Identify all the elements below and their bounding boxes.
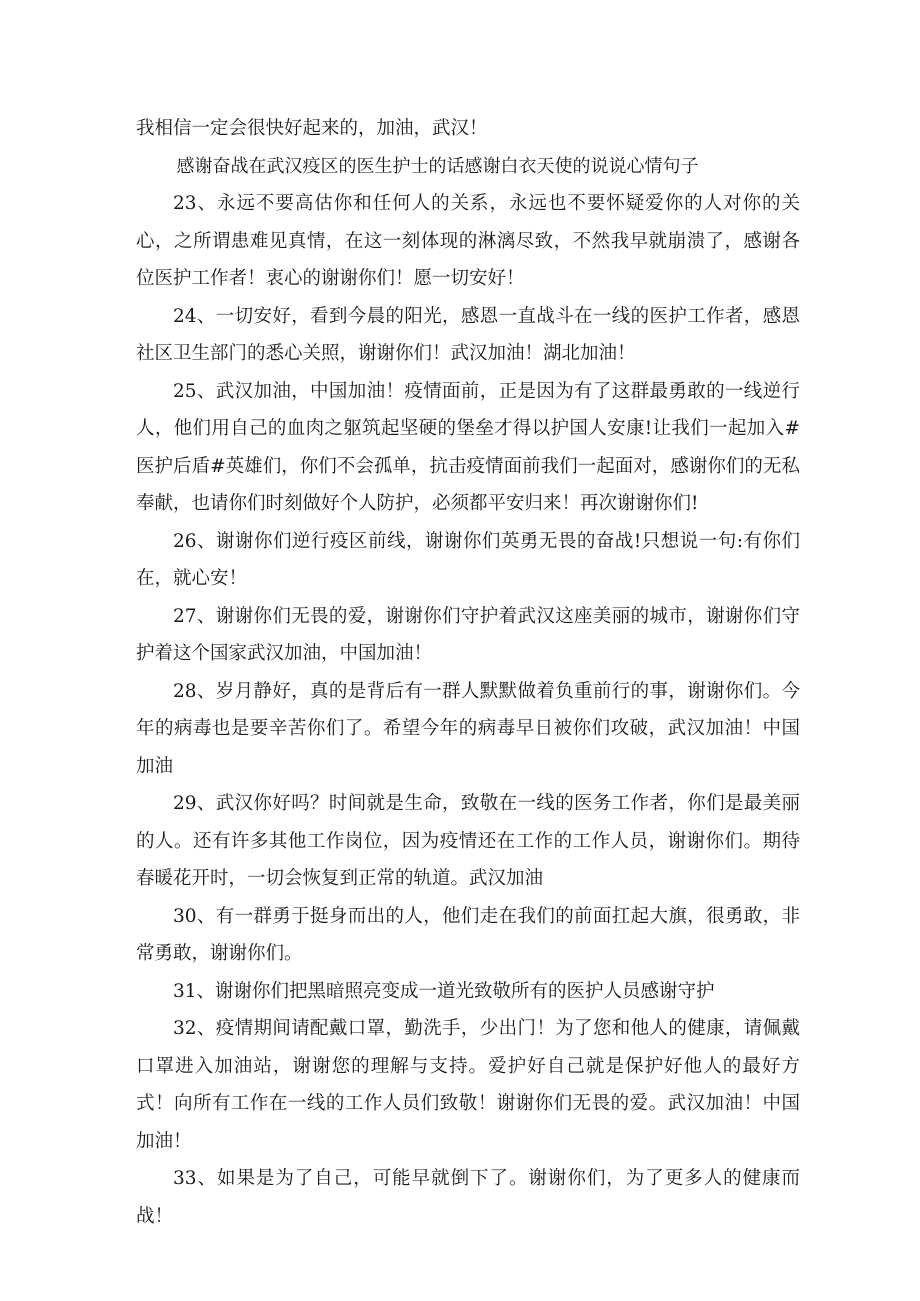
paragraph-item-28: 28、岁月静好，真的是背后有一群人默默做着负重前行的事，谢谢你们。今年的病毒也是要辛苦你们了。希望今年的病毒早日被你们攻破，武汉加油！中国加油 xyxy=(136,680,800,777)
document-body xyxy=(136,110,800,1235)
section-heading: 感谢奋战在武汉疫区的医生护士的话感谢白衣天使的说说心情句子 xyxy=(176,155,699,177)
paragraph-item-31: 31、谢谢你们把黑暗照亮变成一道光致敬所有的医护人员感谢守护 xyxy=(173,980,715,1002)
paragraph-item-25: 25、武汉加油，中国加油！疫情面前，正是因为有了这群最勇敢的一线逆行人，他们用自己的血肉之躯筑起坚硬的堡垒才得以护国人安康!让我们一起加入#医护后盾#英雄们，你们不会孤单，抗击疫情面前我们一起面对，感谢你们的无私奉献，也请你们时刻做好个人防护，必须都平安归来！再次谢谢你们! xyxy=(136,380,800,514)
paragraph-item-32: 32、疫情期间请配戴口罩，勤洗手，少出门！为了您和他人的健康，请佩戴口罩进入加油站，谢谢您的理解与支持。爱护好自己就是保护好他人的最好方式！向所有工作在一线的工作人员们致敬！谢谢你们无畏的爱。武汉加油！中国加油！ xyxy=(136,1018,800,1152)
paragraph-item-33: 33、如果是为了自己，可能早就倒下了。谢谢你们，为了更多人的健康而战！ xyxy=(136,1168,800,1227)
paragraph-intro-closing: 我相信一定会很快好起来的，加油，武汉！ xyxy=(136,118,488,139)
paragraph-item-24: 24、一切安好，看到今晨的阳光，感恩一直战斗在一线的医护工作者，感恩社区卫生部门的悉心关照，谢谢你们！武汉加油！湖北加油！ xyxy=(136,305,800,364)
paragraph-item-30: 30、有一群勇于挺身而出的人，他们走在我们的前面扛起大旗，很勇敢，非常勇敢，谢谢你们。 xyxy=(136,905,800,964)
paragraph-item-23: 23、永远不要高估你和任何人的关系，永远也不要怀疑爱你的人对你的关心，之所谓患难见真情，在这一刻体现的淋漓尽致，不然我早就崩溃了，感谢各位医护工作者！衷心的谢谢你们！愿一切安好！ xyxy=(136,193,800,289)
paragraph-item-29: 29、武汉你好吗？时间就是生命，致敬在一线的医务工作者，你们是最美丽的人。还有许多其他工作岗位，因为疫情还在工作的工作人员，谢谢你们。期待春暖花开时，一切会恢复到正常的轨道。武汉加油 xyxy=(136,793,800,889)
paragraph-item-26: 26、谢谢你们逆行疫区前线，谢谢你们英勇无畏的奋战!只想说一句:有你们在，就心安！ xyxy=(136,530,800,589)
paragraph-item-27: 27、谢谢你们无畏的爱，谢谢你们守护着武汉这座美丽的城市，谢谢你们守护着这个国家武汉加油，中国加油！ xyxy=(136,605,800,664)
